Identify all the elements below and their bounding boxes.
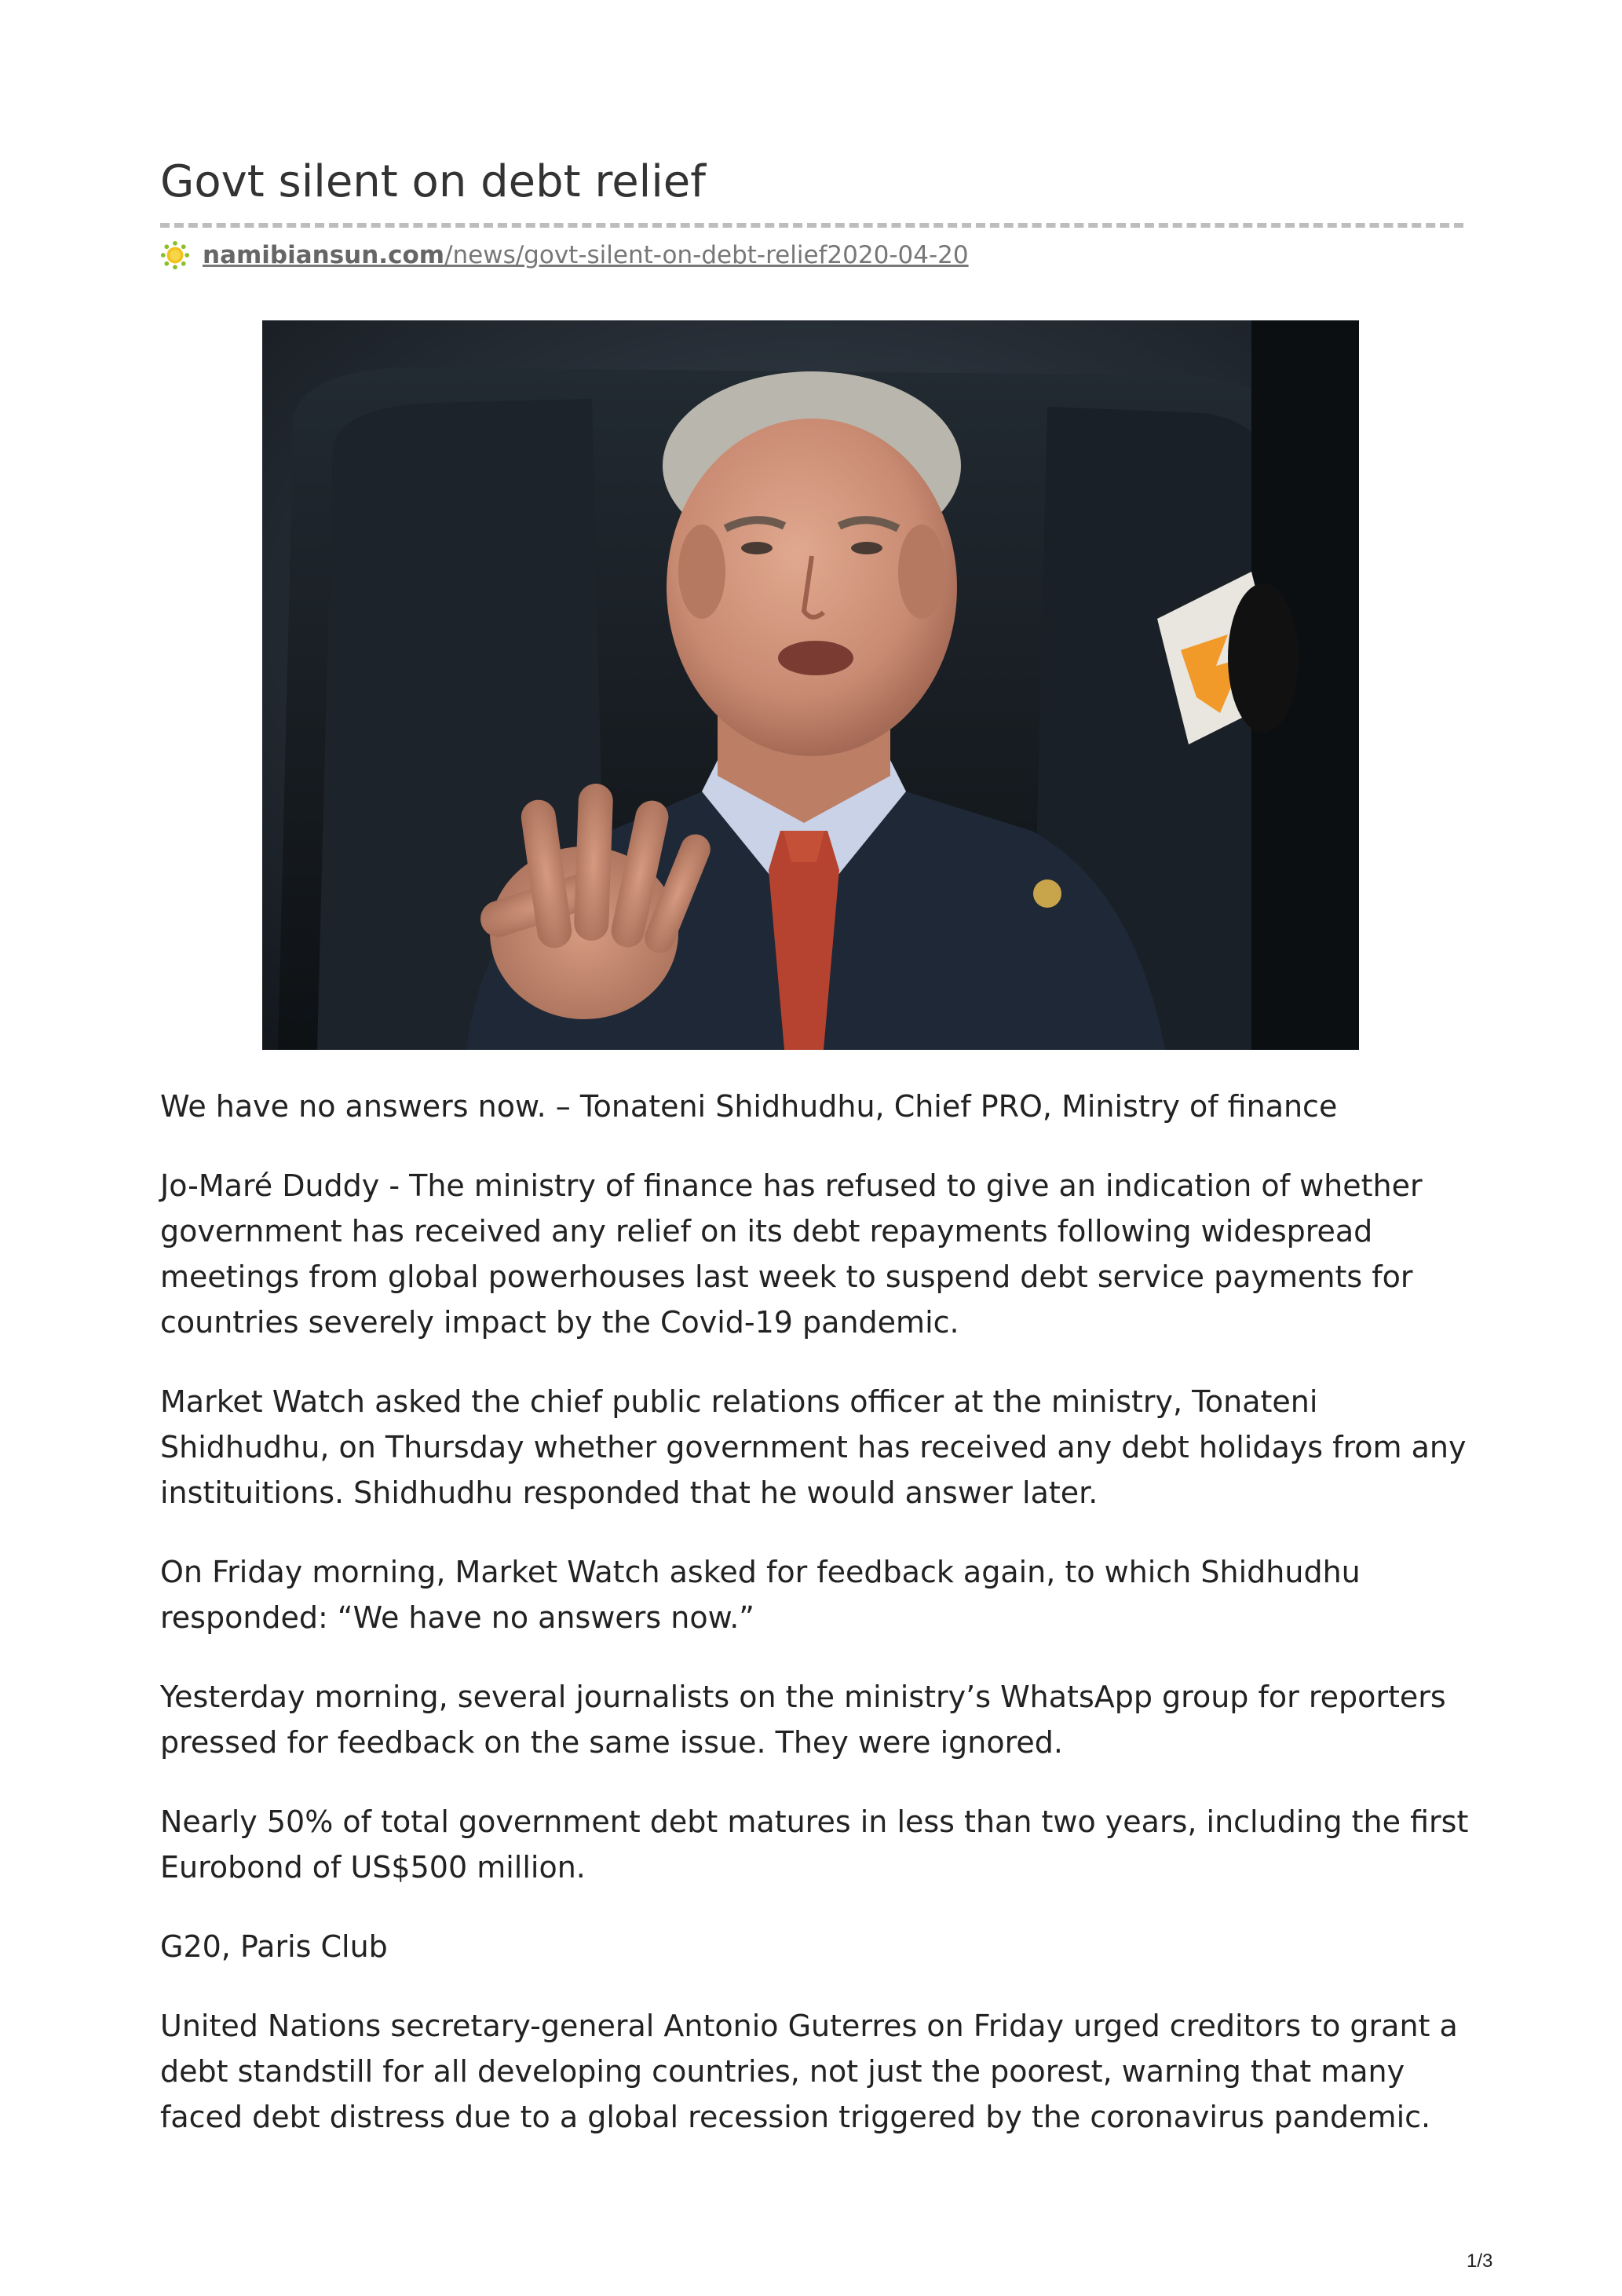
article-paragraph: Market Watch asked the chief public relations officer at the ministry, Tonateni Shidhudhu, on Thursday whether government has received any debt holidays from any instituitions. Shidhudhu responded that he would answer later. — [160, 1384, 1467, 1510]
sun-favicon-icon — [160, 240, 190, 270]
source-path: /news/govt-silent-on-debt-relief2020-04-20 — [444, 241, 969, 269]
article-paragraph: We have no answers now. – Tonateni Shidhudhu, Chief PRO, Ministry of finance — [160, 1089, 1338, 1124]
article-paragraph: On Friday morning, Market Watch asked for feedback again, to which Shidhudhu responded: “We have no answers now.” — [160, 1555, 1361, 1635]
source-link[interactable] — [203, 241, 969, 269]
article-title: Govt silent on debt relief — [160, 156, 706, 207]
section-heading: G20, Paris Club — [160, 1929, 388, 1964]
article-paragraph: Yesterday morning, several journalists on the ministry’s WhatsApp group for reporters pressed for feedback on the same issue. They were ignored. — [160, 1680, 1446, 1760]
source-domain: namibiansun.com — [203, 241, 445, 269]
source-line — [160, 238, 969, 272]
title-divider — [160, 223, 1463, 228]
article-body — [160, 1084, 1479, 2174]
news-photo — [262, 320, 1359, 1050]
article-paragraph: Jo-Maré Duddy - The ministry of finance has refused to give an indication of whether government has received any relief on its debt repayments following widespread meetings from global powerhouses last week to suspend debt service payments for countries severely impact by the Covid-19 pandemic. — [160, 1168, 1423, 1340]
article-paragraph: Nearly 50% of total government debt matures in less than two years, including the first Eurobond of US$500 million. — [160, 1804, 1469, 1885]
page-number: 1/3 — [1467, 2250, 1493, 2272]
article-paragraph: United Nations secretary-general Antonio Guterres on Friday urged creditors to grant a debt standstill for all developing countries, not just the poorest, warning that many faced debt distress due to a global recession triggered by the coronavirus pandemic. — [160, 2009, 1458, 2134]
